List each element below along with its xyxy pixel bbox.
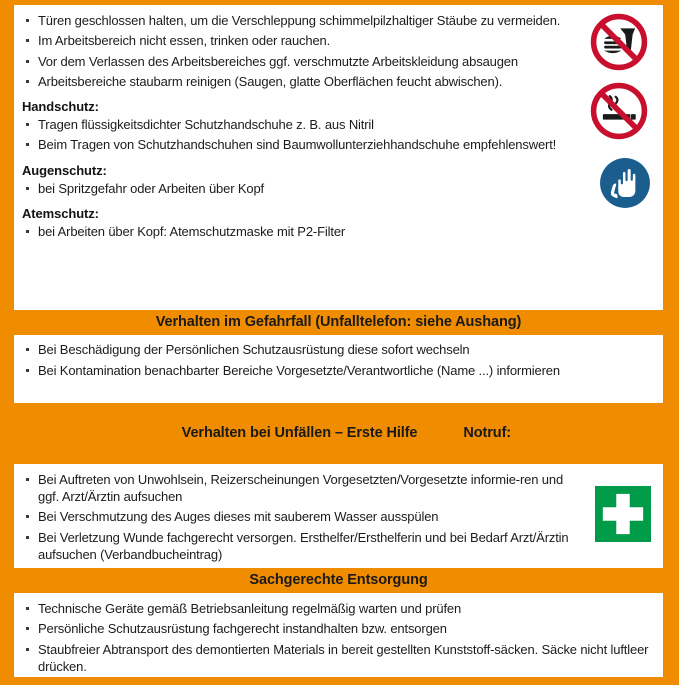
wear-protective-gloves-icon bbox=[599, 157, 651, 209]
danger-bullet-list bbox=[22, 341, 653, 379]
first-aid-bullet-list bbox=[22, 471, 574, 563]
list-item: Im Arbeitsbereich nicht essen, trinken oder rauchen. bbox=[22, 32, 574, 49]
danger-section-heading: Verhalten im Gefahrfall (Unfalltelefon: siehe Aushang) bbox=[14, 310, 663, 335]
accident-heading-main: Verhalten bei Unfällen – Erste Hilfe bbox=[181, 424, 418, 441]
list-item: Persönliche Schutzausrüstung fachgerecht instandhalten bzw. entsorgen bbox=[22, 620, 653, 637]
list-item: Staubfreier Abtransport des demontierten Materials in bereit gestellten Kunststoff-säcken. Säcke nicht luftleer drücken. bbox=[22, 641, 653, 676]
list-item: Türen geschlossen halten, um die Verschleppung schimmelpilzhaltiger Stäube zu vermeiden. bbox=[22, 12, 574, 29]
divider-space bbox=[22, 154, 574, 163]
disposal-panel bbox=[14, 593, 663, 677]
list-item: Bei Kontamination benachbarter Bereiche Vorgesetzte/Verantwortliche (Name ...) informieren bbox=[22, 362, 653, 379]
list-item: Technische Geräte gemäß Betriebsanleitung regelmäßig warten und prüfen bbox=[22, 600, 653, 617]
hand-protection-bullet-list bbox=[22, 116, 574, 154]
list-item: Bei Auftreten von Unwohlsein, Reizerscheinungen Vorgesetzten/Vorgesetzte informie-ren und ggf. Arzt/Ärztin aufsuchen bbox=[22, 471, 574, 506]
first-aid-panel bbox=[14, 464, 663, 568]
divider-space bbox=[22, 90, 574, 99]
divider-space bbox=[22, 197, 574, 206]
hygiene-text-column bbox=[22, 12, 574, 240]
list-item: Arbeitsbereiche staubarm reinigen (Saugen, glatte Oberflächen feucht abwischen). bbox=[22, 73, 574, 90]
hygiene-ppe-panel bbox=[14, 5, 663, 310]
list-item: bei Arbeiten über Kopf: Atemschutzmaske mit P2-Filter bbox=[22, 223, 574, 240]
list-item: Bei Beschädigung der Persönlichen Schutzausrüstung diese sofort wechseln bbox=[22, 341, 653, 358]
hand-protection-heading: Handschutz: bbox=[22, 99, 99, 115]
list-item: Bei Verschmutzung des Auges dieses mit sauberem Wasser ausspülen bbox=[22, 508, 574, 525]
list-item: Bei Verletzung Wunde fachgerecht versorgen. Ersthelfer/Ersthelferin und bei Bedarf Arzt/Ärztin aufsuchen (Verbandbucheintrag) bbox=[22, 529, 574, 564]
disposal-section-heading: Sachgerechte Entsorgung bbox=[14, 568, 663, 593]
eye-protection-heading: Augenschutz: bbox=[22, 162, 107, 178]
disposal-bullet-list bbox=[22, 600, 653, 675]
eye-protection-bullet-list bbox=[22, 180, 574, 197]
list-item: Beim Tragen von Schutzhandschuhen sind Baumwollunterziehhandschuhe empfehlenswert! bbox=[22, 136, 574, 153]
no-eating-drinking-icon bbox=[588, 11, 650, 73]
first-aid-cross-icon bbox=[595, 486, 651, 542]
respiratory-protection-heading: Atemschutz: bbox=[22, 205, 99, 221]
emergency-call-label: Notruf: bbox=[463, 424, 512, 441]
danger-behaviour-panel bbox=[14, 335, 663, 402]
prohibition-pictogram-stack bbox=[583, 11, 655, 142]
hygiene-bullet-list bbox=[22, 12, 574, 90]
first-aid-text-column bbox=[22, 471, 574, 563]
respiratory-protection-bullet-list bbox=[22, 223, 574, 240]
list-item: Vor dem Verlassen des Arbeitsbereiches ggf. verschmutzte Arbeitskleidung absaugen bbox=[22, 53, 574, 70]
list-item: bei Spritzgefahr oder Arbeiten über Kopf bbox=[22, 180, 574, 197]
no-smoking-icon bbox=[588, 80, 650, 142]
accident-section-heading bbox=[14, 403, 663, 464]
list-item: Tragen flüssigkeitsdichter Schutzhandschuhe z. B. aus Nitril bbox=[22, 116, 574, 133]
